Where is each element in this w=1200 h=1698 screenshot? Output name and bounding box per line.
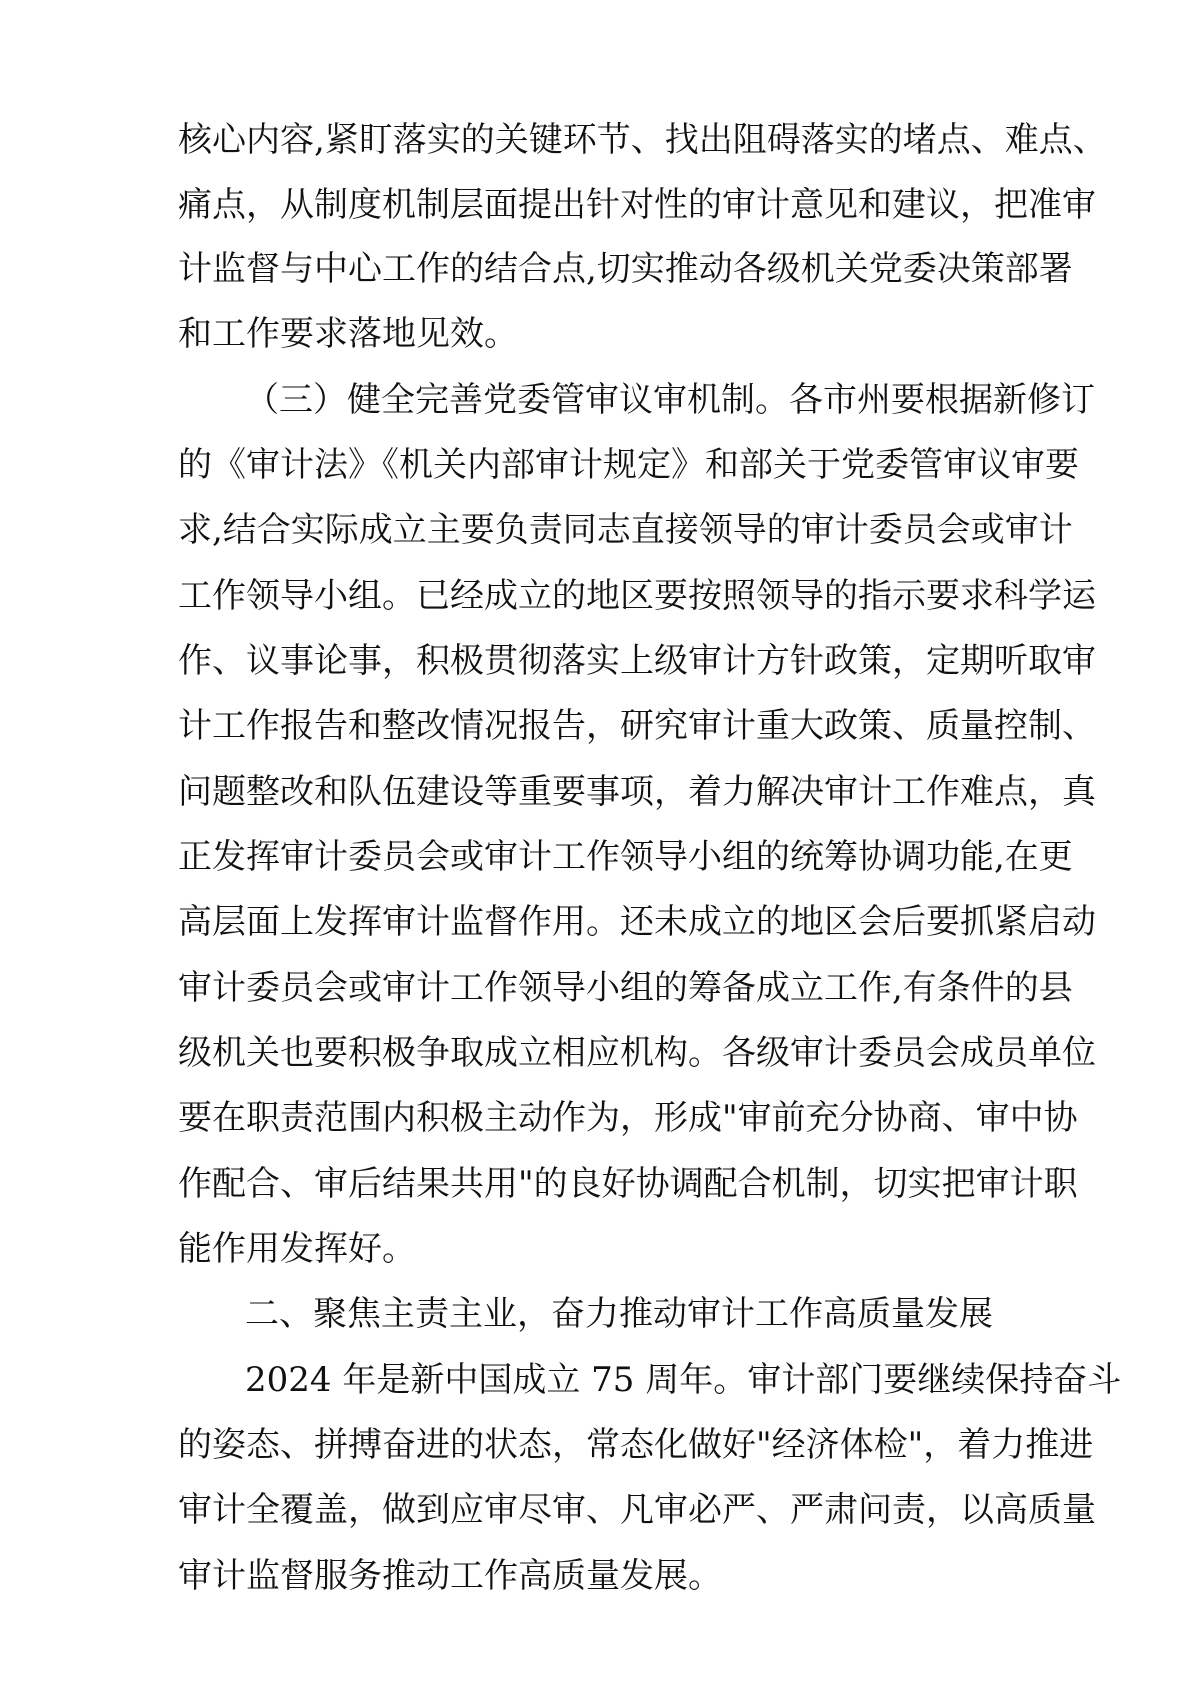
text-line: 计工作报告和整改情况报告，研究审计重大政策、质量控制、 bbox=[178, 706, 1096, 746]
text-line: 工作领导小组。已经成立的地区要按照领导的指示要求科学运 bbox=[178, 576, 1096, 616]
text-line: 高层面上发挥审计监督作用。还未成立的地区会后要抓紧启动 bbox=[178, 902, 1096, 942]
text-line: 作、议事论事，积极贯彻落实上级审计方针政策，定期听取审 bbox=[178, 641, 1096, 681]
text-line: 能作用发挥好。 bbox=[178, 1229, 416, 1269]
section-heading-3: （三）健全完善党委管审议审机制。各市州要根据新修订 bbox=[245, 380, 1095, 420]
text-line: 审计监督服务推动工作高质量发展。 bbox=[178, 1556, 722, 1596]
text-line: 审计全覆盖，做到应审尽审、凡审必严、严肃问责，以高质量 bbox=[178, 1490, 1096, 1530]
text-line: 问题整改和队伍建设等重要事项，着力解决审计工作难点，真 bbox=[178, 772, 1096, 812]
text-line: 和工作要求落地见效。 bbox=[178, 314, 518, 354]
text-line: 审计委员会或审计工作领导小组的筹备成立工作,有条件的县 bbox=[178, 968, 1073, 1008]
text-line: 级机关也要积极争取成立相应机构。各级审计委员会成员单位 bbox=[178, 1033, 1096, 1073]
text-line: 求,结合实际成立主要负责同志直接领导的审计委员会或审计 bbox=[178, 510, 1073, 550]
text-line: 要在职责范围内积极主动作为，形成"审前充分协商、审中协 bbox=[178, 1098, 1078, 1138]
text-line: 的《审计法》《机关内部审计规定》和部关于党委管审议审要 bbox=[178, 445, 1079, 485]
text-line: 2024 年是新中国成立 75 周年。审计部门要继续保持奋斗 bbox=[245, 1360, 1122, 1400]
text-line: 正发挥审计委员会或审计工作领导小组的统筹协调功能,在更 bbox=[178, 837, 1073, 877]
text-line: 的姿态、拼搏奋进的状态，常态化做好"经济体检"，着力推进 bbox=[178, 1425, 1094, 1465]
section-heading-2: 二、聚焦主责主业，奋力推动审计工作高质量发展 bbox=[245, 1294, 993, 1334]
text-line: 痛点，从制度机制层面提出针对性的审计意见和建议，把准审 bbox=[178, 185, 1096, 225]
text-line: 核心内容,紧盯落实的关键环节、找出阻碍落实的堵点、难点、 bbox=[178, 120, 1107, 160]
text-line: 计监督与中心工作的结合点,切实推动各级机关党委决策部署 bbox=[178, 249, 1073, 289]
text-line: 作配合、审后结果共用"的良好协调配合机制，切实把审计职 bbox=[178, 1164, 1078, 1204]
